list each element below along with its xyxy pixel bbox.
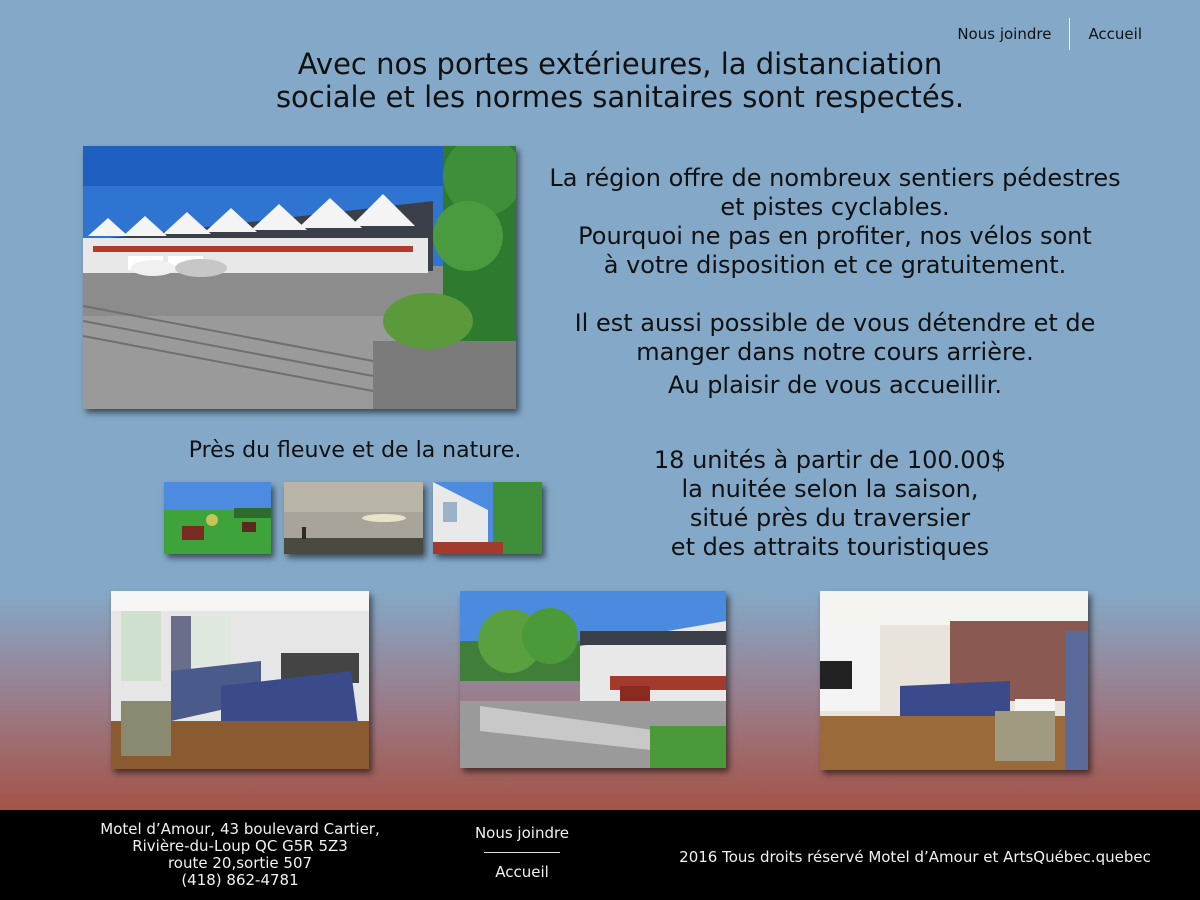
top-nav	[939, 18, 1160, 50]
headline-line-2: sociale et les normes sanitaires sont respectés.	[275, 80, 965, 114]
river-sunset-thumbnail[interactable]	[284, 482, 423, 554]
footer-contact-link[interactable]: Nous joindre	[474, 824, 570, 842]
intro-line-6: manger dans notre cours arrière.	[636, 338, 1034, 366]
intro-line-4: à votre disposition et ce gratuitement.	[603, 251, 1067, 279]
footer-home-link[interactable]: Accueil	[495, 863, 549, 881]
offer-line-4: et des attraits touristiques	[670, 533, 990, 561]
intro-text	[520, 164, 1150, 400]
offer-text	[560, 446, 1100, 562]
intro-line-2: et pistes cyclables.	[720, 193, 950, 221]
nav-home-link[interactable]: Accueil	[1088, 25, 1142, 43]
offer-line-1: 18 unités à partir de 100.00$	[653, 446, 1007, 474]
nav-contact-link[interactable]: Nous joindre	[957, 25, 1052, 43]
offer-line-2: la nuitée selon la saison,	[681, 475, 979, 503]
page-headline	[230, 48, 1010, 114]
room-photo-two-beds[interactable]	[111, 591, 369, 769]
address-line-2: Rivière-du-Loup QC G5R 5Z3	[132, 837, 348, 855]
intro-line-1: La région offre de nombreux sentiers pédestres	[549, 164, 1121, 192]
footer-copyright: 2016 Tous droits réservé Motel d’Amour et ArtsQuébec.quebec	[679, 848, 1151, 866]
intro-line-3: Pourquoi ne pas en profiter, nos vélos sont	[578, 222, 1092, 250]
room-photo-queen-bed[interactable]	[820, 591, 1088, 770]
motel-exterior-photo	[83, 146, 516, 409]
headline-line-1: Avec nos portes extérieures, la distanciation	[297, 47, 943, 81]
motel-deck-thumbnail[interactable]	[433, 482, 542, 554]
motel-backyard-photo[interactable]	[460, 591, 726, 768]
address-line-1: Motel d’Amour, 43 boulevard Cartier,	[100, 820, 380, 838]
garden-thumbnail[interactable]	[164, 482, 271, 554]
phone-number: (418) 862-4781	[181, 871, 299, 889]
intro-line-7: Au plaisir de vous accueillir.	[667, 371, 1003, 399]
footer-nav	[462, 824, 582, 881]
address-line-3: route 20,sortie 507	[167, 854, 313, 872]
footer	[0, 810, 1200, 900]
intro-line-5: Il est aussi possible de vous détendre et de	[574, 309, 1096, 337]
nature-caption: Près du fleuve et de la nature.	[188, 438, 522, 463]
footer-address	[80, 821, 400, 889]
offer-line-3: situé près du traversier	[689, 504, 971, 532]
footer-nav-divider	[484, 852, 560, 853]
